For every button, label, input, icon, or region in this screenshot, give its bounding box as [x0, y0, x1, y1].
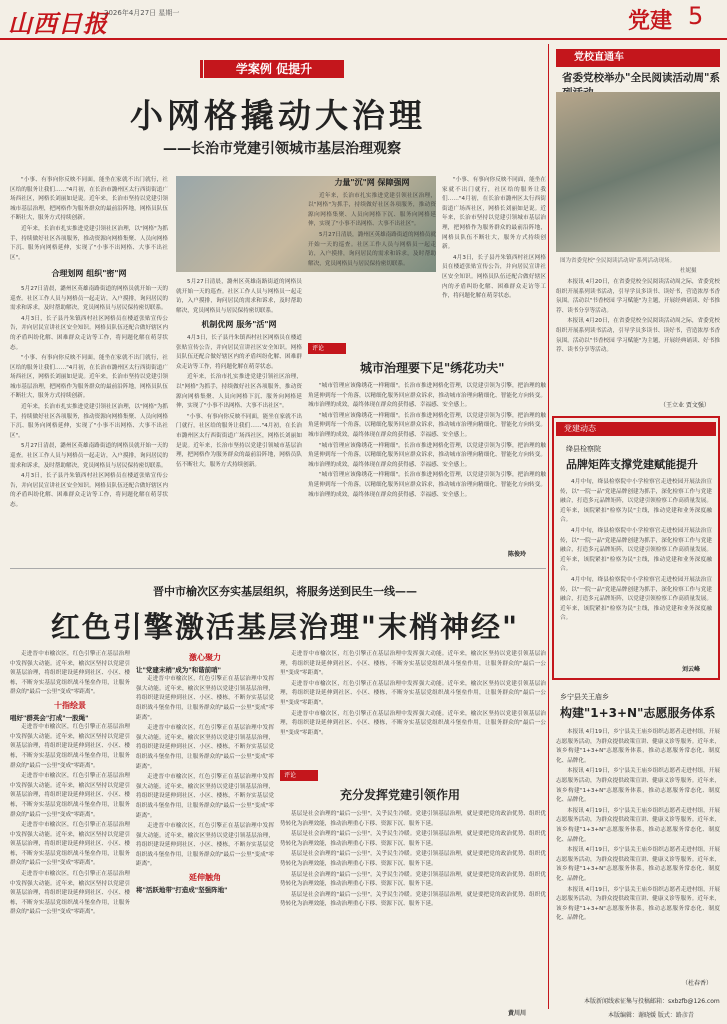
paragraph: 4月中旬，绛县检察院中小学检察官走进校园开展法治宣传，以"一院一品"党建品牌创建为抓手，深化检察工作与党建融合，打造多元品牌矩阵，以党建引领检察工作高质量发展。近年来，该院紧扣"检察为民"主线，推动党建和业务深度融合。 — [560, 576, 712, 622]
sidebar-author-2: 刘云峰 — [682, 666, 701, 673]
lead-column-3 — [308, 176, 436, 331]
paragraph: 基层是社会治理的"最后一公里"，关乎民生冷暖。党建引领基层治理，就是要把党的政治优势、组织优势转化为治理效能，推动治理重心下移、资源下沉、服务下延。 — [280, 831, 546, 847]
paragraph: "城市管理应该像绣花一样精细"。长治市推进网格化管理，以党建引领为引擎，把治理的触角延伸到每一个角落，以精细化服务回应群众诉求，推动城市治理向精细化、智能化方向转变。城市治理的成效，最终体现在群众的获得感、幸福感、安全感上。 — [308, 412, 546, 438]
section-heading: 延伸触角 — [189, 873, 221, 883]
paragraph: "小事、有事向你反映不同面，能坐在家就不出门就行，社区给的服务让我们……"4月初，在长治市潞州区太行西街街道广场西社区，网格长刘丽如是说。近年来，长治市坚持以党建引领城市基层治理，把网格作为服务群众的最前沿阵地，网格员队伍不断壮大，服务方式持续创新。 — [10, 355, 168, 400]
paragraph: "小事、有事向你反映不同面，能坐在家就不出门就行，社区给的服务让我们……"4月初，在长治市潞州区太行西街街道广场西社区，网格长刘丽如是说。近年来，长治市坚持以党建引领城市基层治理，把网格作为服务群众的最前沿阵地，网格员队伍不断壮大，服务方式持续创新。 — [442, 177, 546, 251]
paragraph: 走进晋中市榆次区，红色引擎正在基层治理中发挥强大动能。近年来，榆次区坚持以党建引领基层治理，将组织建设延伸到社区、小区、楼栋，不断夯实基层党组织战斗堡垒作用，让服务群众的"最后一公里"变成"零距离"。 — [10, 724, 130, 769]
lead-subheadline: ——长治市党建引领城市基层治理观察 — [163, 141, 401, 157]
footer-editors: 本版编辑：谢晓媛 版式：路彦青 — [608, 1012, 694, 1019]
paragraph: 近年来，长治市扎实推进党建引领社区治理，以"网格"为抓手，持续做好社区各项服务，推动资源向网格集聚、人员向网格下沉、服务向网格延伸，实现了"小事不出网格、大事不出社区"。 — [10, 225, 168, 261]
paragraph: 基层是社会治理的"最后一公里"，关乎民生冷暖。党建引领基层治理，就是要把党的政治优势、组织优势转化为治理效能，推动治理重心下移、资源下沉、服务下延。 — [280, 871, 546, 888]
paragraph: 4月3日，长子县丹朱镇西村社区网格员在楼道张贴宣传公告，并向居民宣讲社区安全知识。网格员队伍还配合做好辖区内的矛盾纠纷化解、困难群众走访等工作，将问题化解在萌芽状态。 — [442, 254, 546, 300]
paragraph: 走进晋中市榆次区，红色引擎正在基层治理中发挥强大动能。近年来，榆次区坚持以党建引领基层治理，将组织建设延伸到社区、小区、楼栋，不断夯实基层党组织战斗堡垒作用，让服务群众的"最后一公里"变成"零距离"。 — [10, 651, 130, 696]
column-divider — [548, 44, 549, 1009]
paragraph: 本报讯 4月19日，乡宁县关王庙乡组织志愿者走进村组，开展志愿服务活动，为群众提供政策宣讲、健康义诊等服务。近年来，该乡构建"1+3+N"志愿服务体系，推动志愿服务常态化、制度化、品牌化。 — [556, 729, 720, 764]
paragraph: 基层是社会治理的"最后一公里"，关乎民生冷暖。党建引领基层治理，就是要把党的政治优势、组织优势转化为治理效能，推动治理重心下移、资源下沉、服务下延。 — [280, 891, 546, 908]
sidebar-headline-2: 品牌矩阵支撑党建赋能提升 — [566, 458, 698, 471]
lead-column-1 — [10, 176, 168, 556]
paragraph: 本报讯 4月20日，在省委党校全民阅读活动周之际，省委党校组织开展系列读书活动，引导学员多读书、读好书，营造浓厚书香氛围。活动以"书香校园 学习赋能"为主题，开展经典诵读、好书推荐、读书分享等活动。 — [556, 279, 720, 314]
sidebar-article-2 — [560, 478, 712, 668]
lead-headline: 小网格撬动大治理 — [130, 96, 426, 135]
paragraph: "小事、有事向你反映不同面，能坐在家就不出门就行，社区给的服务让我们……"4月初，在长治市潞州区太行西街街道广场西社区，网格长刘丽如是说。近年来，长治市坚持以党建引领城市基层治理，把网格作为服务群众的最前沿阵地，网格员队伍不断壮大，服务方式持续创新。 — [10, 177, 168, 222]
paragraph: 5月27日清晨，潞州区英雄南路街道的网格员就开始一天的巡查。社区工作人员与网格员一起走访，入户摸排，询问居民的需求和诉求，及时帮助解决，党员网格员与居民保持密切联系。 — [10, 285, 168, 312]
paragraph: 走进晋中市榆次区，红色引擎正在基层治理中发挥强大动能。近年来，榆次区坚持以党建引领基层治理，将组织建设延伸到社区、小区、楼栋，不断夯实基层党组织战斗堡垒作用，让服务群众的"最后一公里"变成"零距离"。 — [10, 773, 130, 818]
sub-heading: 唱好"群英会"打成"一股绳" — [10, 713, 89, 722]
editorial-headline: 城市治理要下足"绣花功夫" — [360, 361, 505, 375]
paragraph: 4月3日，长子县丹朱镇西村社区网格员在楼道张贴宣传公告，并向居民宣讲社区安全知识。网格员队伍还配合做好辖区内的矛盾纠纷化解、困难群众走访等工作，将问题化解在萌芽状态。 — [176, 334, 302, 370]
paragraph: 基层是社会治理的"最后一公里"，关乎民生冷暖。党建引领基层治理，就是要把党的政治优势、组织优势转化为治理效能，推动治理重心下移、资源下沉、服务下延。 — [280, 851, 546, 867]
paragraph: 走进晋中市榆次区，红色引擎正在基层治理中发挥强大动能。近年来，榆次区坚持以党建引领基层治理，将组织建设延伸到社区、小区、楼栋，不断夯实基层党组织战斗堡垒作用，让服务群众的"最后一公里"变成"零距离"。 — [136, 725, 274, 770]
second-headline: 红色引擎激活基层治理"末梢神经" — [50, 610, 520, 644]
paragraph: "城市管理应该像绣花一样精细"。长治市推进网格化管理，以党建引领为引擎，把治理的触角延伸到每一个角落，以精细化服务回应群众诉求，推动城市治理向精细化、智能化方向转变。城市治理的成效，最终体现在群众的获得感、幸福感、安全感上。 — [308, 383, 546, 409]
lead-column-4 — [442, 176, 546, 336]
paragraph: "小事、有事向你反映不同面，能坐在家就不出门就行，社区给的服务让我们……"4月初，在长治市潞州区太行西街街道广场西社区，网格长刘丽如是说。近年来，长治市坚持以党建引领城市基层治理，把网格作为服务群众的最前沿阵地，网格员队伍不断壮大，服务方式持续创新。 — [176, 413, 302, 468]
sidebar-photo — [556, 92, 720, 252]
sidebar-photo-caption: 图为省委党校"全民阅读活动周"系列活动现场。 — [560, 258, 676, 264]
paragraph: 走进晋中市榆次区，红色引擎正在基层治理中发挥强大动能。近年来，榆次区坚持以党建引领基层治理，将组织建设延伸到社区、小区、楼栋，不断夯实基层党组织战斗堡垒作用，让服务群众的"最后一公里"变成"零距离"。 — [10, 822, 130, 867]
sidebar-badge: 党校直通车 — [556, 49, 720, 67]
lead-kicker: 学案例 促提升 — [204, 60, 344, 78]
section-heading: 机制优网 服务"活"网 — [201, 320, 277, 330]
sidebar-article-1 — [556, 278, 720, 408]
paragraph: 近年来，长治市扎实推进党建引领社区治理，以"网格"为抓手，持续做好社区各项服务，推动资源向网格集聚、人员向网格下沉、服务向网格延伸，实现了"小事不出网格、大事不出社区"。 — [308, 192, 436, 228]
paragraph: 走进晋中市榆次区，红色引擎正在基层治理中发挥强大动能。近年来，榆次区坚持以党建引领基层治理，将组织建设延伸到社区、小区、楼栋，不断夯实基层党组织战斗堡垒作用，让服务群众的"最后一公里"变成"零距离"。 — [10, 871, 130, 916]
sub-heading: 将"活跃地带"打造成"坚强阵地" — [136, 885, 228, 894]
paragraph: "城市管理应该像绣花一样精细"。长治市推进网格化管理，以党建引领为引擎，把治理的触角延伸到每一个角落，以精细化服务回应群众诉求，推动城市治理向精细化、智能化方向转变。城市治理的成效，最终体现在群众的获得感、幸福感、安全感上。 — [308, 472, 546, 498]
second-column-2 — [136, 650, 274, 1015]
paragraph: 走进晋中市榆次区，红色引擎正在基层治理中发挥强大动能。近年来，榆次区坚持以党建引领基层治理，将组织建设延伸到社区、小区、楼栋，不断夯实基层党组织战斗堡垒作用，让服务群众的"最后一公里"变成"零距离"。 — [136, 774, 274, 819]
sidebar-author-1: （王立业 贾文强） — [660, 402, 710, 409]
paragraph: 5月27日清晨，潞州区英雄南路街道的网格员就开始一天的巡查。社区工作人员与网格员一起走访，入户摸排，询问居民的需求和诉求，及时帮助解决，党员网格员与居民保持密切联系。 — [308, 231, 436, 267]
kicker-bar — [200, 60, 203, 78]
editorial-tag: 评论 — [308, 343, 346, 354]
editorial2-author: 黄川川 — [508, 1010, 527, 1017]
paragraph: 4月3日，长子县丹朱镇西村社区网格员在楼道张贴宣传公告，并向居民宣讲社区安全知识。网格员队伍还配合做好辖区内的矛盾纠纷化解、困难群众走访等工作，将问题化解在萌芽状态。 — [10, 473, 168, 508]
photographer-credit: 杜妮摄 — [680, 268, 697, 274]
paragraph: 4月3日，长子县丹朱镇西村社区网格员在楼道张贴宣传公告，并向居民宣讲社区安全知识。网格员队伍还配合做好辖区内的矛盾纠纷化解、困难群众走访等工作，将问题化解在萌芽状态。 — [10, 315, 168, 351]
masthead — [0, 0, 727, 40]
paragraph: 本报讯 4月19日，乡宁县关王庙乡组织志愿者走进村组，开展志愿服务活动，为群众提供政策宣讲、健康义诊等服务。近年来，该乡构建"1+3+N"志愿服务体系，推动志愿服务常态化、制度化、品牌化。 — [556, 807, 720, 843]
paragraph: 近年来，长治市扎实推进党建引领社区治理，以"网格"为抓手，持续做好社区各项服务，推动资源向网格集聚、人员向网格下沉、服务向网格延伸，实现了"小事不出网格、大事不出社区"。 — [176, 374, 302, 410]
section-heading: 十指绘景 — [54, 700, 86, 710]
paragraph: 本报讯 4月19日，乡宁县关王庙乡组织志愿者走进村组，开展志愿服务活动，为群众提供政策宣讲、健康义诊等服务。近年来，该乡构建"1+3+N"志愿服务体系，推动志愿服务常态化、制度化、品牌化。 — [556, 768, 720, 804]
paragraph: 走进晋中市榆次区，红色引擎正在基层治理中发挥强大动能。近年来，榆次区坚持以党建引领基层治理，将组织建设延伸到社区、小区、楼栋，不断夯实基层党组织战斗堡垒作用，让服务群众的"最后一公里"变成"零距离"。 — [280, 680, 546, 706]
divider — [10, 568, 546, 569]
paragraph: 走进晋中市榆次区，红色引擎正在基层治理中发挥强大动能。近年来，榆次区坚持以党建引领基层治理，将组织建设延伸到社区、小区、楼栋，不断夯实基层党组织战斗堡垒作用，让服务群众的"最后一公里"变成"零距离"。 — [280, 710, 546, 736]
lead-column-2 — [176, 278, 302, 556]
paragraph: "城市管理应该像绣花一样精细"。长治市推进网格化管理，以党建引领为引擎，把治理的触角延伸到每一个角落，以精细化服务回应群众诉求，推动城市治理向精细化、智能化方向转变。城市治理的成效，最终体现在群众的获得感、幸福感、安全感上。 — [308, 442, 546, 468]
sidebar-article-3 — [556, 728, 720, 984]
paragraph: 基层是社会治理的"最后一公里"，关乎民生冷暖。党建引领基层治理，就是要把党的政治优势、组织优势转化为治理效能，推动治理重心下移、资源下沉、服务下延。 — [280, 811, 546, 827]
paragraph: 走进晋中市榆次区，红色引擎正在基层治理中发挥强大动能。近年来，榆次区坚持以党建引领基层治理，将组织建设延伸到社区、小区、楼栋，不断夯实基层党组织战斗堡垒作用，让服务群众的"最后一公里"变成"零距离"。 — [280, 651, 546, 677]
paragraph: 走进晋中市榆次区，红色引擎正在基层治理中发挥强大动能。近年来，榆次区坚持以党建引领基层治理，将组织建设延伸到社区、小区、楼栋，不断夯实基层党组织战斗堡垒作用，让服务群众的"最后一公里"变成"零距离"。 — [136, 676, 274, 721]
section-name: 党建 — [628, 9, 673, 34]
paragraph: 本报讯 4月19日，乡宁县关王庙乡组织志愿者走进村组，开展志愿服务活动，为群众提供政策宣讲、健康义诊等服务。近年来，该乡构建"1+3+N"志愿服务体系，推动志愿服务常态化、制度化、品牌化。 — [556, 886, 720, 922]
editorial2-body — [280, 810, 546, 1005]
paragraph: 4月中旬，绛县检察院中小学检察官走进校园开展法治宣传，以"一院一品"党建品牌创建为抓手，深化检察工作与党建融合，打造多元品牌矩阵，以党建引领检察工作高质量发展。近年来，该院紧扣"检察为民"主线，推动党建和业务深度融合。 — [560, 527, 712, 573]
editorial-author: 陈俊玲 — [508, 551, 527, 558]
section-heading: 激心聚力 — [189, 653, 221, 662]
section-heading: 力量"沉"网 保障强网 — [334, 178, 410, 187]
paragraph: 走进晋中市榆次区，红色引擎正在基层治理中发挥强大动能。近年来，榆次区坚持以党建引领基层治理，将组织建设延伸到社区、小区、楼栋，不断夯实基层党组织战斗堡垒作用，让服务群众的"最后一公里"变成"零距离"。 — [136, 823, 274, 868]
sub-heading: 让"党建末梢"成为"和谐前哨" — [136, 665, 222, 674]
paragraph: 本报讯 4月20日，在省委党校全民阅读活动周之际，省委党校组织开展系列读书活动，引导学员多读书、读好书，营造浓厚书香氛围。活动以"书香校园 学习赋能"为主题，开展经典诵读、好书推荐、读书分享等活动。 — [556, 318, 720, 354]
sidebar-kicker-2: 绛县检察院 — [566, 445, 601, 453]
second-column-3 — [280, 650, 546, 750]
paragraph: 近年来，长治市扎实推进党建引领社区治理，以"网格"为抓手，持续做好社区各项服务，推动资源向网格集聚、人员向网格下沉、服务向网格延伸，实现了"小事不出网格、大事不出社区"。 — [10, 404, 168, 439]
paragraph: 本报讯 4月19日，乡宁县关王庙乡组织志愿者走进村组，开展志愿服务活动，为群众提供政策宣讲、健康义诊等服务。近年来，该乡构建"1+3+N"志愿服务体系，推动志愿服务常态化、制度化、品牌化。 — [556, 847, 720, 882]
sidebar-headline-3: 构建"1+3+N"志愿服务体系 — [560, 706, 716, 720]
box-heading: 党建动态 — [556, 422, 716, 436]
editorial-body — [308, 382, 546, 547]
sidebar-kicker-3: 乡宁县关王庙乡 — [560, 693, 609, 701]
editorial2-tag: 评论 — [280, 770, 318, 781]
sidebar-author-3: （杜春香） — [682, 980, 713, 987]
newspaper-logo: 山西日报 — [8, 9, 108, 38]
editorial2-headline: 充分发挥党建引领作用 — [340, 788, 461, 802]
issue-date: 2026年4月27日 星期一 — [104, 9, 180, 17]
section-heading: 合理划网 组织"密"网 — [51, 269, 127, 279]
second-column-1 — [10, 650, 130, 1015]
paragraph: 5月27日清晨，潞州区英雄南路街道的网格员就开始一天的巡查。社区工作人员与网格员一起走访，入户摸排，询问居民的需求和诉求，及时帮助解决，党员网格员与居民保持密切联系。 — [176, 279, 302, 314]
sidebar-headline-1: 省委党校举办"全民阅读活动周"系 — [562, 72, 720, 84]
page-number: 5 — [688, 2, 704, 30]
paragraph: 5月27日清晨，潞州区英雄南路街道的网格员就开始一天的巡查。社区工作人员与网格员一起走访，入户摸排，询问居民的需求和诉求，及时帮助解决，党员网格员与居民保持密切联系。 — [10, 443, 168, 469]
paragraph: 4月中旬，绛县检察院中小学检察官走进校园开展法治宣传，以"一院一品"党建品牌创建为抓手，深化检察工作与党建融合，打造多元品牌矩阵，以党建引领检察工作高质量发展。近年来，该院紧扣"检察为民"主线，推动党建和业务深度融合。 — [560, 479, 712, 524]
second-kicker: 晋中市榆次区夯实基层组织，将服务送到民生一线—— — [153, 585, 417, 598]
footer-email: 本版新闻线索征集与投稿邮箱：sxbzfb@126.com — [584, 998, 720, 1005]
